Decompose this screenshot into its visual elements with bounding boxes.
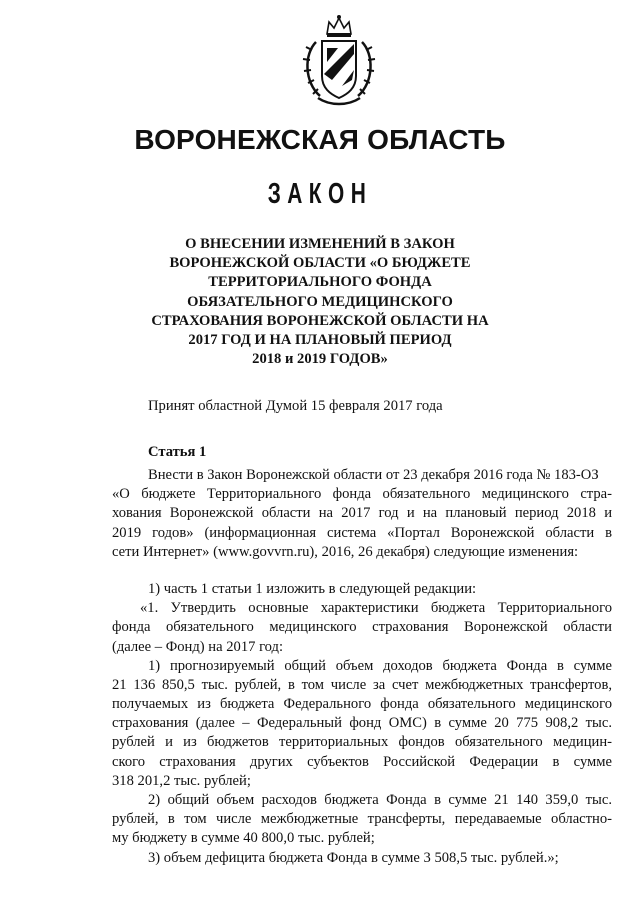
intro-line: Внести в Закон Воронежской области от 23 декабря 2016 года № 183-ОЗ: [148, 467, 599, 483]
title-line: 2017 ГОД И НА ПЛАНОВЫЙ ПЕРИОД: [188, 332, 452, 349]
title-line: 2018 и 2019 ГОДОВ»: [252, 351, 388, 368]
amend-line: рублей и из бюджетов территориальных фондов обязательного медицин-: [112, 734, 612, 751]
article-heading: Статья 1: [148, 444, 207, 460]
adoption-note: Принят областной Думой 15 февраля 2017 года: [148, 398, 443, 414]
amend-line: 318 201,2 тыс. рублей;: [112, 772, 251, 789]
title-line: ВОРОНЕЖСКОЙ ОБЛАСТИ «О БЮДЖЕТЕ: [169, 255, 471, 272]
amend-line: 1) часть 1 статьи 1 изложить в следующей редакции:: [148, 580, 477, 597]
amend-line: рублей, в том числе межбюджетные трансферты, передаваемые областно-: [112, 811, 612, 828]
amend-line: фонда обязательного медицинского страхования Воронежской области: [112, 619, 612, 636]
title-line: СТРАХОВАНИЯ ВОРОНЕЖСКОЙ ОБЛАСТИ НА: [151, 312, 489, 329]
coat-of-arms-emblem: [294, 14, 384, 110]
amend-line: страхования (далее – Федеральный фонд ОМС) в сумме 20 775 908,2 тыс.: [112, 715, 612, 732]
amend-line: му бюджету в сумме 40 800,0 тыс. рублей;: [112, 830, 375, 847]
law-title: [140, 235, 500, 369]
amend-line: ского страхования других субъектов Российской Федерации в сумме: [112, 753, 612, 770]
amend-line: 3) объем дефицита бюджета Фонда в сумме 3 508,5 тыс. рублей.»;: [148, 849, 559, 866]
amend-line: 1) прогнозируемый общий объем доходов бюджета Фонда в сумме: [148, 657, 612, 674]
amend-line: «1. Утвердить основные характеристики бюджета Территориального: [140, 600, 612, 617]
amend-line: (далее – Фонд) на 2017 год:: [112, 638, 284, 655]
article-body: [112, 466, 612, 868]
title-line: ОБЯЗАТЕЛЬНОГО МЕДИЦИНСКОГО: [187, 293, 453, 310]
intro-line: сети Интернет» (www.govvrn.ru), 2016, 26 декабря) следующие изменения:: [112, 543, 579, 560]
document-type: ЗАКОН: [267, 178, 373, 210]
title-line: ТЕРРИТОРИАЛЬНОГО ФОНДА: [208, 274, 432, 291]
amend-line: 21 136 850,5 тыс. рублей, в том числе за счет межбюджетных трансфертов,: [112, 676, 612, 693]
intro-line: «О бюджете Территориального фонда обязательного медицинского стра-: [112, 486, 612, 503]
intro-line: 2019 годов» (информационная система «Портал Воронежской области в: [112, 524, 612, 541]
title-line: О ВНЕСЕНИИ ИЗМЕНЕНИЙ В ЗАКОН: [185, 236, 455, 252]
intro-line: хования Воронежской области на 2017 год и на плановый период 2018 и: [112, 505, 612, 522]
amend-line: 2) общий объем расходов бюджета Фонда в сумме 21 140 359,0 тыс.: [148, 792, 612, 808]
amend-line: получаемых из бюджета Федерального фонда обязательного медицинского: [112, 696, 612, 713]
region-name: ВОРОНЕЖСКАЯ ОБЛАСТЬ: [134, 124, 506, 155]
